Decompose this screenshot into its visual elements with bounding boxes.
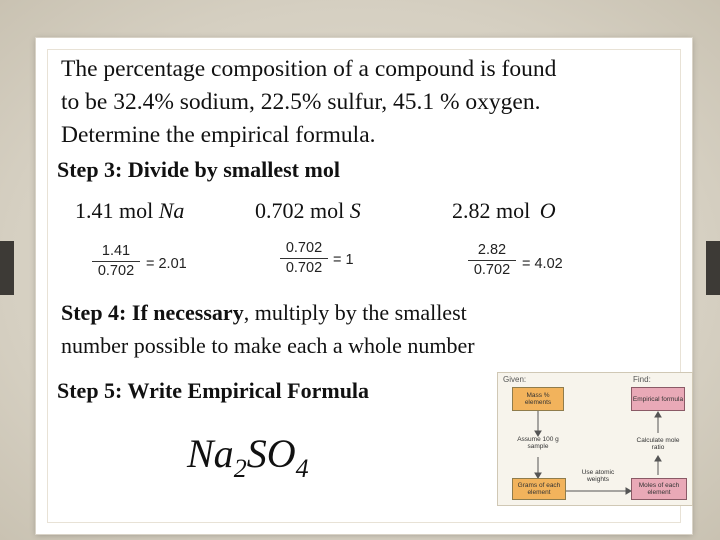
step4-title: Step 4: If necessary [61,300,244,325]
step4-line-1 [61,296,467,329]
fraction-sulfur-numerator: 0.702 [285,240,323,256]
right-tab-decoration [706,241,720,295]
mol-oxygen-element: O [539,198,556,223]
fraction-sulfur-result: = 1 [333,252,354,268]
empirical-formula-flow-diagram [497,372,693,506]
mol-sodium [75,198,184,224]
fraction-bar [280,258,328,259]
problem-line-2: to be 32.4% sodium, 22.5% sulfur, 45.1 % oxygen. [61,89,541,115]
mol-sulfur [255,198,361,224]
mol-sulfur-element: S [349,198,361,223]
formula-sub-na: 2 [233,454,247,483]
left-tab-decoration [0,241,14,295]
fraction-oxygen-denominator: 0.702 [473,262,511,279]
problem-line-3: Determine the empirical formula. [61,122,376,148]
diagram-given-label: Given: [503,375,527,384]
mol-sodium-element: Na [158,198,185,223]
diagram-box-moles: Moles of each element [631,478,687,500]
diagram-box-empirical-formula: Empirical formula [631,387,685,411]
diagram-step-calc: Calculate mole ratio [636,437,680,451]
fraction-bar [92,261,140,262]
diagram-box-grams: Grams of each element [512,478,566,500]
fraction-sodium-denominator: 0.702 [97,263,135,280]
fraction-sulfur [280,240,328,277]
fraction-oxygen-numerator: 2.82 [477,242,507,258]
fraction-sodium-numerator: 1.41 [101,243,131,259]
mol-oxygen-amount: 2.82 mol [452,198,531,223]
diagram-step-assume: Assume 100 g sample [517,436,559,450]
step3-title: Step 3: Divide by smallest mol [57,157,340,182]
empirical-formula [187,430,309,484]
diagram-step-use: Use atomic weights [581,469,615,483]
formula-sub-o: 4 [295,454,309,483]
mol-sodium-amount: 1.41 mol [75,198,154,223]
diagram-box-mass-percent: Mass % elements [512,387,564,411]
fraction-sodium-result: = 2.01 [146,256,187,272]
mol-sulfur-amount: 0.702 mol [255,198,345,223]
mol-oxygen [452,198,556,224]
step4-text: , multiply by the smallest [243,300,467,325]
formula-part-so: SO [246,431,296,476]
fraction-sulfur-denominator: 0.702 [285,260,323,277]
fraction-oxygen-result: = 4.02 [522,256,563,272]
fraction-bar [468,260,516,261]
fraction-oxygen [468,242,516,279]
formula-part-na: Na [187,431,234,476]
problem-line-1: The percentage composition of a compound is found [61,56,557,82]
fraction-sodium [92,243,140,280]
diagram-find-label: Find: [633,375,651,384]
step4-line-2: number possible to make each a whole number [61,333,475,358]
step5-title: Step 5: Write Empirical Formula [57,378,370,403]
